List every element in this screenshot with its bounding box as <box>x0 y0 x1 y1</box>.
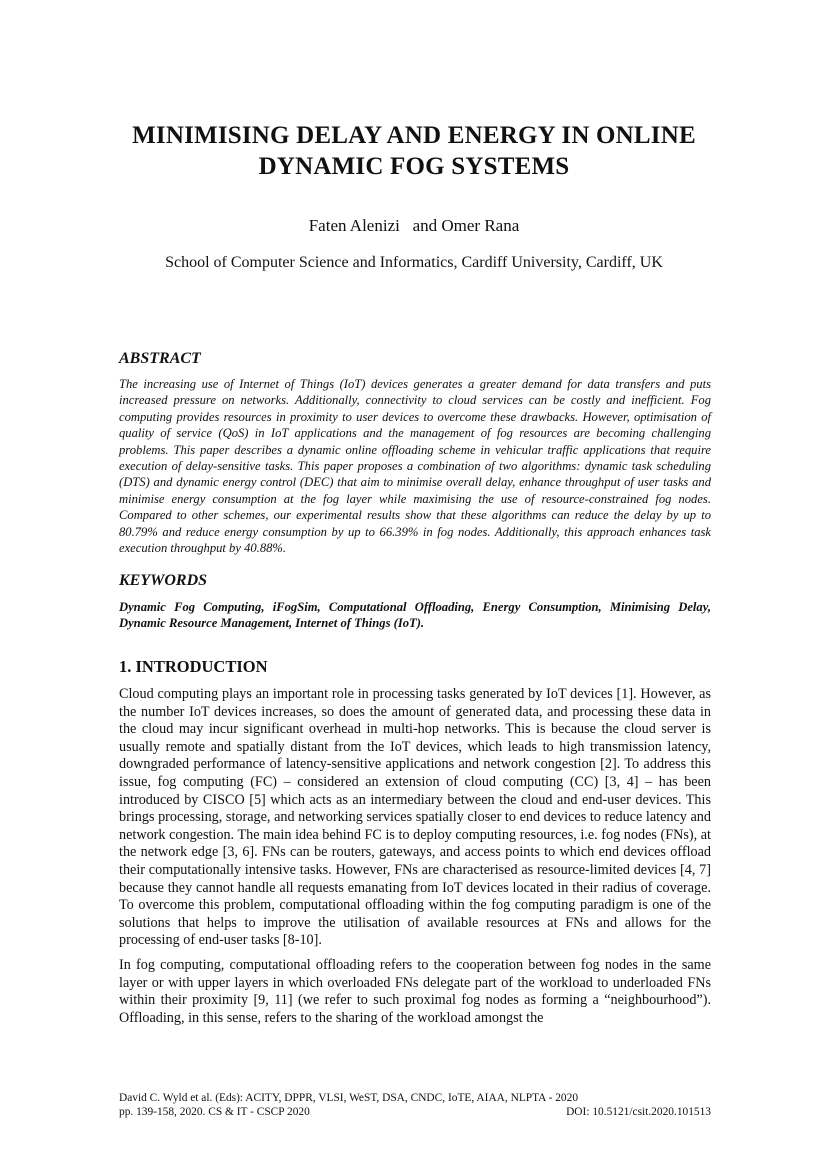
abstract-section <box>119 349 711 556</box>
introduction-paragraph-1: Cloud computing plays an important role in processing tasks generated by IoT devices [1]. However, as the number IoT devices increases, so does the amount of generated data, and processing these data in the cloud may incur significant overhead in multi-hop networks. This is because the cloud server is usually remote and spatially distant from the IoT devices, which leads to high transmission latency, downgraded performance of latency-sensitive applications and network congestion [2]. To address this issue, fog computing (FC) – considered an extension of cloud computing (CC) [3, 4] – has been introduced by CISCO [5] which acts as an intermediary between the cloud and end-user devices. This brings processing, storage, and networking services spatially closer to end devices to reduce latency and network congestion. The main idea behind FC is to deploy computing resources, i.e. fog nodes (FNs), at the network edge [3, 6]. FNs can be routers, gateways, and access points to which end devices offload their computationally intensive tasks. However, FNs are characterised as resource-limited devices [4, 7] because they cannot handle all requests emanating from IoT devices located in their radius of coverage. To overcome this problem, computational offloading within the fog computing paradigm is one of the solutions that helps to improve the utilisation of available resources at FNs and allows for the processing of end-user tasks [8-10]. <box>119 686 711 949</box>
abstract-text: The increasing use of Internet of Things (IoT) devices generates a greater demand for data transfers and puts increased pressure on networks. Additionally, connectivity to cloud services can be costly and inefficient. Fog computing provides resources in proximity to user devices to overcome these drawbacks. However, optimisation of quality of service (QoS) in IoT applications and the management of fog resources are becoming challenging problems. This paper describes a dynamic online offloading scheme in vehicular traffic applications that require execution of delay-sensitive tasks. This paper proposes a combination of two algorithms: dynamic task scheduling (DTS) and dynamic energy control (DEC) that aim to minimise overall delay, enhance throughput of user tasks and minimise energy consumption at the fog layer while maximising the use of resource-constrained fog nodes. Compared to other schemes, our experimental results show that these algorithms can reduce the delay by up to 80.79% and reduce energy consumption by up to 66.39% in fog nodes. Additionally, this approach enhances task execution throughput by 40.88%. <box>119 377 711 556</box>
title-line-2: DYNAMIC FOG SYSTEMS <box>258 153 570 180</box>
introduction-paragraph-2: In fog computing, computational offloading refers to the cooperation between fog nodes in the same layer or with upper layers in which overloaded FNs delegate part of the workload to underloaded FNs within their proximity [9, 11] (we refer to such proximal fog nodes as forming a “neighbourhood”). Offloading, in this sense, refers to the sharing of the workload amongst the <box>119 956 711 1026</box>
authors: Faten Alenizi and Omer Rana <box>308 216 520 235</box>
footer-pages: pp. 139-158, 2020. CS & IT - CSCP 2020 <box>119 1106 310 1118</box>
introduction-section <box>119 657 711 1027</box>
affiliation: School of Computer Science and Informatics, Cardiff University, Cardiff, UK <box>165 254 663 271</box>
title-line-1: MINIMISING DELAY AND ENERGY IN ONLINE <box>132 122 696 149</box>
paper-title <box>0 120 828 182</box>
keywords-heading: KEYWORDS <box>119 572 208 589</box>
keywords-text: Dynamic Fog Computing, iFogSim, Computational Offloading, Energy Consumption, Minimising Delay, Dynamic Resource Management, Internet of Things (IoT). <box>119 600 711 631</box>
footer-doi: DOI: 10.5121/csit.2020.101513 <box>566 1106 711 1118</box>
keywords-section <box>119 571 711 632</box>
page-footer <box>119 1091 711 1119</box>
footer-proceedings: David C. Wyld et al. (Eds): ACITY, DPPR, VLSI, WeST, DSA, CNDC, IoTE, AIAA, NLPTA - 2020 <box>119 1092 579 1104</box>
abstract-heading: ABSTRACT <box>119 350 201 367</box>
introduction-heading: 1. INTRODUCTION <box>119 657 268 676</box>
